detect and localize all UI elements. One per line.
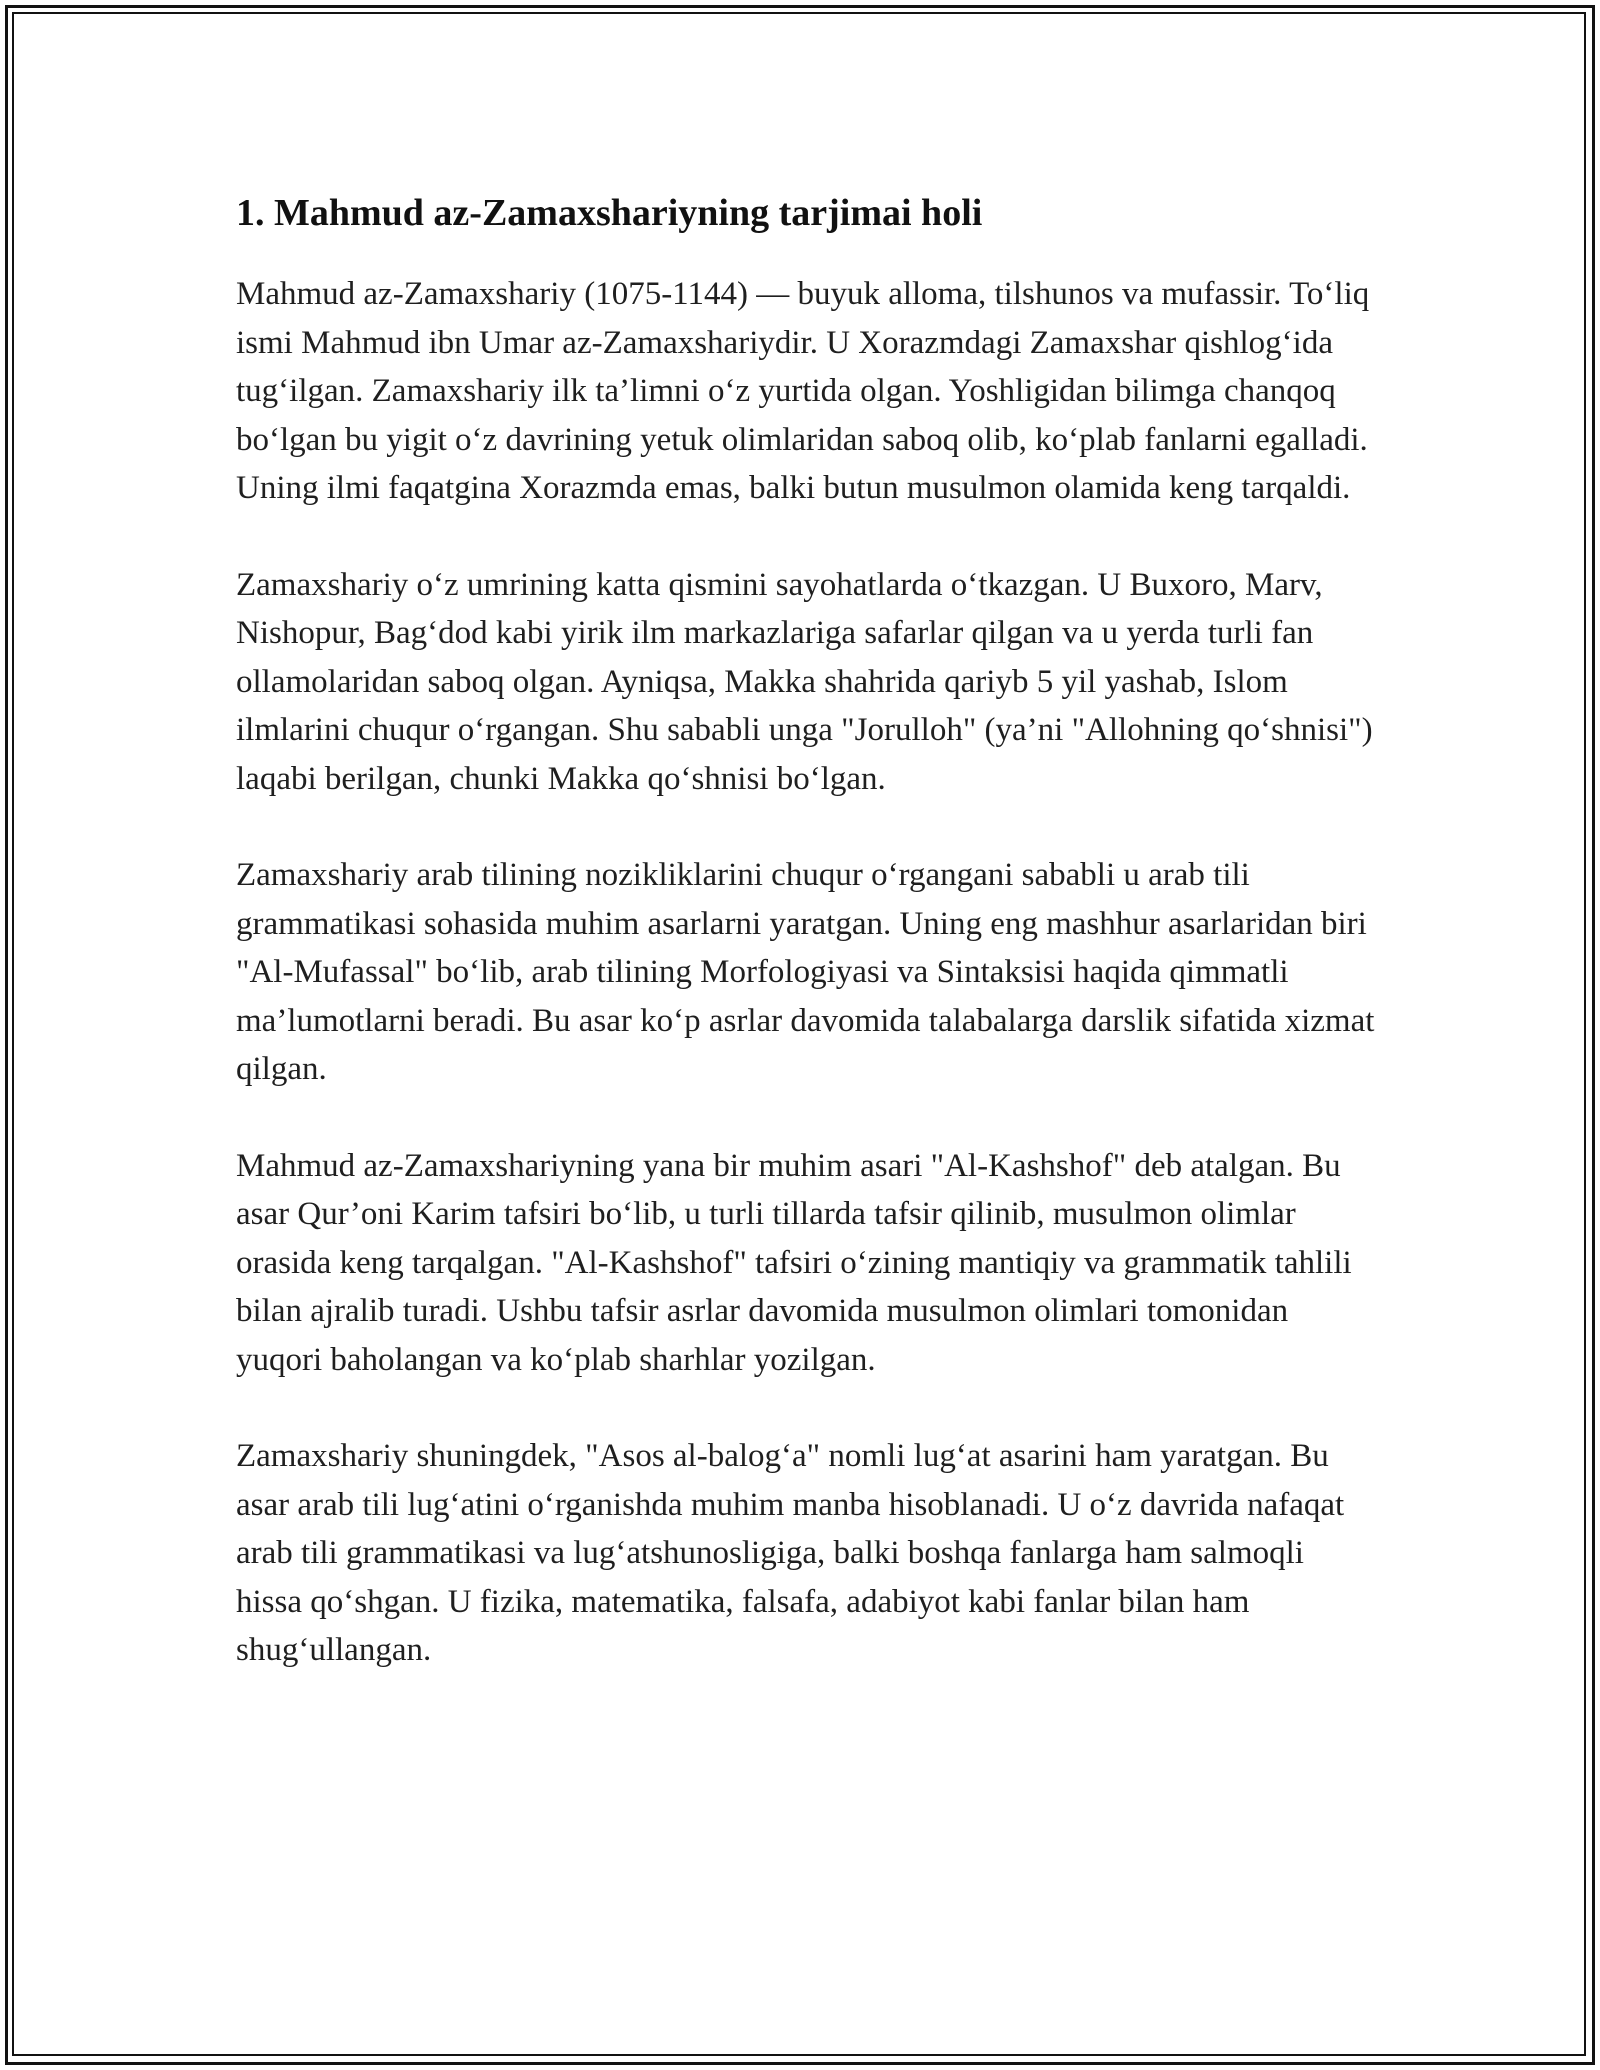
paragraph-biography: Mahmud az-Zamaxshariy (1075-1144) — buyuk alloma, tilshunos va mufassir. To‘liq ismi Mahmud ibn Umar az-Zamaxshariydir. U Xorazmdagi Zamaxshar qishlog‘ida tug‘ilgan. Zamaxshariy ilk ta’limni o‘z yurtida olgan. Yoshligidan bilimga chanqoq bo‘lgan bu yigit o‘z davrining yetuk olimlaridan saboq olib, ko‘plab fanlarni egalladi. Uning ilmi faqatgina Xorazmda emas, balki butun musulmon olamida keng tarqaldi. [236, 276, 1370, 506]
paragraph-travels: Zamaxshariy o‘z umrining katta qismini sayohatlarda o‘tkazgan. U Buxoro, Marv, Nishopur, Bag‘dod kabi yirik ilm markazlariga safarlar qilgan va u yerda turli fan ollamolaridan saboq olgan. Ayniqsa, Makka shahrida qariyb 5 yil yashab, Islom ilmlarini chuqur o‘rgangan. Shu sababli unga "Jorulloh" (ya’ni "Allohning qo‘shnisi") laqabi berilgan, chunki Makka qo‘shnisi bo‘lgan. [236, 566, 1373, 797]
paragraph-asos-al-balogha: Zamaxshariy shuningdek, "Asos al-balog‘a" nomli lug‘at asarini ham yaratgan. Bu asar arab tili lug‘atini o‘rganishda muhim manba hisoblanadi. U o‘z davrida nafaqat arab tili grammatikasi va lug‘atshunosligiga, balki boshqa fanlarga ham salmoqli hissa qo‘shgan. U fizika, matematika, falsafa, adabiyot kabi fanlar bilan ham shug‘ullangan. [236, 1438, 1345, 1668]
paragraph-al-kashshof: Mahmud az-Zamaxshariyning yana bir muhim asari "Al-Kashshof" deb atalgan. Bu asar Qur’oni Karim tafsiri bo‘lib, u turli tillarda tafsir qilinib, musulmon olimlar orasida keng tarqalgan. "Al-Kashshof" tafsiri o‘zining mantiqiy va grammatik tahlili bilan ajralib turadi. Ushbu tafsir asrlar davomida musulmon olimlari tomonidan yuqori baholangan va ko‘plab sharhlar yozilgan. [236, 1147, 1352, 1378]
document-body [236, 182, 1376, 1723]
paragraph-grammar-works: Zamaxshariy arab tilining nozikliklarini chuqur o‘rgangani sababli u arab tili grammatikasi sohasida muhim asarlarni yaratgan. Uning eng mashhur asarlaridan biri "Al-Mufassal" bo‘lib, arab tilining Morfologiyasi va Sintaksisi haqida qimmatli ma’lumotlarni beradi. Bu asar ko‘p asrlar davomida talabalarga darslik sifatida xizmat qilgan. [236, 857, 1375, 1087]
section-heading: 1. Mahmud az-Zamaxshariyning tarjimai holi [236, 192, 983, 234]
